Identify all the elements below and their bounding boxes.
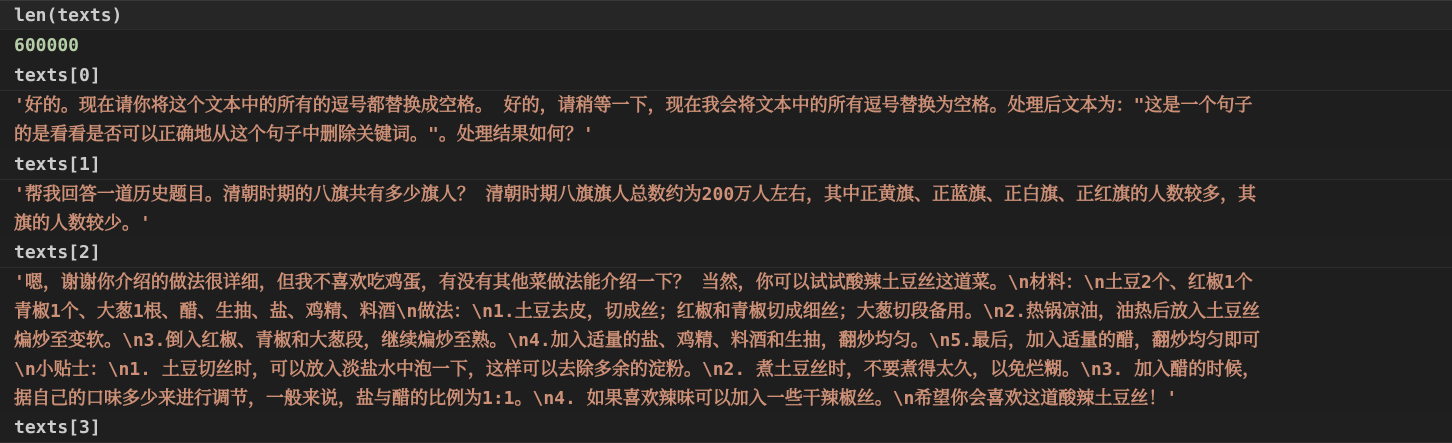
code-line-texts-2[interactable]: texts[2] xyxy=(0,238,1452,268)
output-text-line: '嗯，谢谢你介绍的做法很详细，但我不喜欢吃鸡蛋，有没有其他菜做法能介绍一下？ 当然，你可以试试酸辣土豆丝这道菜。\n材料：\n土豆2个、红椒1个 xyxy=(14,272,1253,293)
code-line-texts-0[interactable]: texts[0] xyxy=(0,61,1452,91)
output-text-line: '帮我回答一道历史题目。清朝时期的八旗共有多少旗人？ 清朝时期八旗旗人总数约为200万人左右，其中正黄旗、正蓝旗、正白旗、正红旗的人数较多，其 xyxy=(14,184,1257,205)
code-line-texts-3[interactable]: texts[3] xyxy=(0,413,1452,443)
output-text-line: 的是看看是否可以正确地从这个句子中删除关键词。"。处理结果如何？' xyxy=(14,124,594,145)
output-count: 600000 xyxy=(14,35,80,56)
output-text-line: 煸炒至变软。\n3.倒入红椒、青椒和大葱段，继续煸炒至熟。\n4.加入适量的盐、鸡精、料酒和生抽，翻炒均匀。\n5.最后，加入适量的醋，翻炒均匀即可 xyxy=(14,330,1261,351)
output-text-line: 青椒1个、大葱1根、醋、生抽、盐、鸡精、料酒\n做法：\n1.土豆去皮，切成丝；红椒和青椒切成细丝；大葱切段备用。\n2.热锅凉油，油热后放入土豆丝 xyxy=(14,301,1261,322)
output-text-line: 旗的人数较少。' xyxy=(14,213,151,234)
code-line-len[interactable]: len(texts) xyxy=(0,0,1452,30)
output-text-line: 据自己的口味多少来进行调节，一般来说，盐与醋的比例为1:1。\n4. 如果喜欢辣味可以加入一些干辣椒丝。\n希望你会喜欢这道酸辣土豆丝！' xyxy=(14,388,1178,409)
output-text-line: \n小贴士：\n1. 土豆切丝时，可以放入淡盐水中泡一下，这样可以去除多余的淀粉。\n2. 煮土豆丝时，不要煮得太久，以免烂糊。\n3. 加入醋的时候， xyxy=(14,359,1261,380)
output-text-line: '好的。现在请你将这个文本中的所有的逗号都替换成空格。 好的，请稍等一下，现在我会将文本中的所有逗号替换为空格。处理后文本为："这是一个句子 xyxy=(14,95,1253,116)
code-line-texts-1[interactable]: texts[1] xyxy=(0,150,1452,180)
